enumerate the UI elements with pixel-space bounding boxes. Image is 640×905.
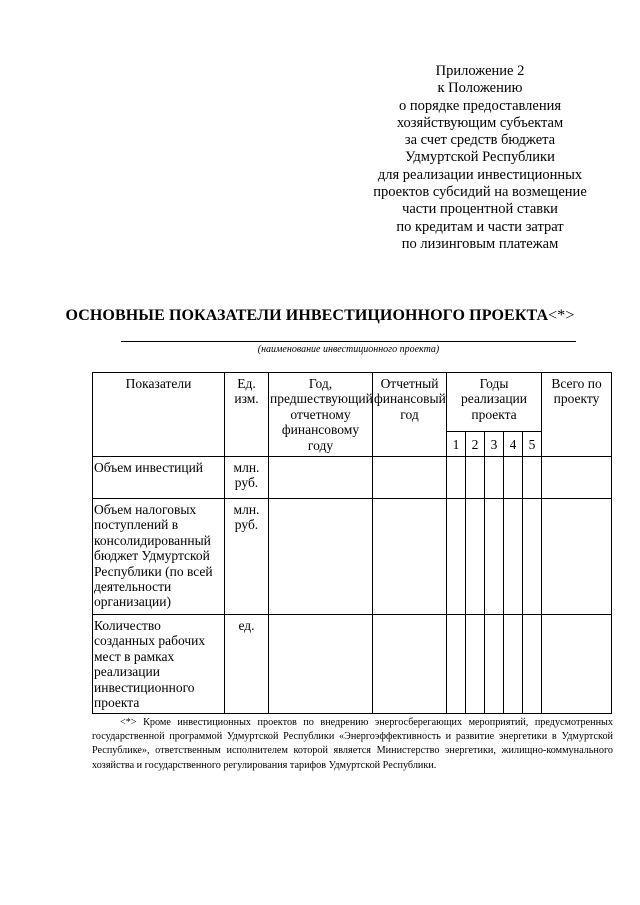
annex-line: о порядке предоставления xyxy=(398,97,562,114)
value-cell xyxy=(504,499,523,615)
annex-line: Удмуртской Республики xyxy=(405,149,555,166)
annex-line: к Положению xyxy=(437,80,523,97)
value-cell xyxy=(523,615,542,714)
row-unit: млн. руб. xyxy=(225,457,269,499)
header-report-year: Отчетный финансовый год xyxy=(373,373,447,457)
value-cell xyxy=(523,499,542,615)
value-cell xyxy=(447,615,466,714)
value-cell xyxy=(542,457,612,499)
document-title xyxy=(0,307,640,325)
document-title-text: ОСНОВНЫЕ ПОКАЗАТЕЛИ ИНВЕСТИЦИОННОГО ПРОЕКТА xyxy=(65,307,549,324)
header-unit: Ед. изм. xyxy=(225,373,269,457)
annex-line: по кредитам и части затрат xyxy=(396,218,564,235)
annex-line: проектов субсидий на возмещение xyxy=(373,184,587,201)
value-cell xyxy=(504,615,523,714)
year-number: 2 xyxy=(466,431,485,457)
header-prev-year: Год, предшествующий отчетному финансовому году xyxy=(269,373,373,457)
table-row xyxy=(93,499,612,615)
value-cell xyxy=(269,615,373,714)
header-total: Всего по проекту xyxy=(542,373,612,457)
annex-line: части процентной ставки xyxy=(402,201,558,218)
annex-line: Приложение 2 xyxy=(435,63,525,79)
annex-line: за счет средств бюджета xyxy=(404,132,556,149)
table-row xyxy=(93,457,612,499)
year-number: 1 xyxy=(447,431,466,457)
value-cell xyxy=(523,457,542,499)
title-footnote-mark: <*> xyxy=(548,307,575,324)
header-indicators: Показатели xyxy=(93,373,225,457)
value-cell xyxy=(466,499,485,615)
annex-line: по лизинговым платежам xyxy=(401,235,559,252)
value-cell xyxy=(542,499,612,615)
annex-line: для реализации инвестиционных xyxy=(377,166,583,183)
row-unit: ед. xyxy=(225,615,269,714)
value-cell xyxy=(373,457,447,499)
value-cell xyxy=(447,499,466,615)
value-cell xyxy=(466,615,485,714)
project-name-caption: (наименование инвестиционного проекта) xyxy=(257,344,440,355)
footnote xyxy=(92,716,613,773)
annex-line: хозяйствующим субъектам xyxy=(396,114,564,131)
year-number: 5 xyxy=(523,431,542,457)
indicators-table xyxy=(92,372,612,714)
value-cell xyxy=(447,457,466,499)
value-cell xyxy=(485,615,504,714)
year-number: 3 xyxy=(485,431,504,457)
project-name-line xyxy=(121,341,576,342)
annex-block xyxy=(340,63,620,253)
table-row xyxy=(93,615,612,714)
value-cell xyxy=(466,457,485,499)
footnote-text: <*> Кроме инвестиционных проектов по внедрению энергосберегающих мероприятий, предусмотренных государственной программой Удмуртской Республики «Энергоэффективность и развитие энергетики в Удмуртской Республике», ответственным исполнителем которой является Министерство энергетики, жилищно-коммунального хозяйства и государственного регулирования тарифов Удмуртской Республики. xyxy=(92,717,613,771)
value-cell xyxy=(542,615,612,714)
row-label: Количество созданных рабочих мест в рамках реализации инвестиционного проекта xyxy=(93,615,225,714)
value-cell xyxy=(373,615,447,714)
value-cell xyxy=(373,499,447,615)
year-number: 4 xyxy=(504,431,523,457)
value-cell xyxy=(269,457,373,499)
value-cell xyxy=(269,499,373,615)
value-cell xyxy=(485,499,504,615)
row-label: Объем инвестиций xyxy=(93,457,225,499)
header-impl-years: Годы реализации проекта xyxy=(447,373,542,432)
row-label: Объем налоговых поступлений в консолидированный бюджет Удмуртской Республики (по всей деятельности организации) xyxy=(93,499,225,615)
row-unit: млн. руб. xyxy=(225,499,269,615)
value-cell xyxy=(504,457,523,499)
value-cell xyxy=(485,457,504,499)
